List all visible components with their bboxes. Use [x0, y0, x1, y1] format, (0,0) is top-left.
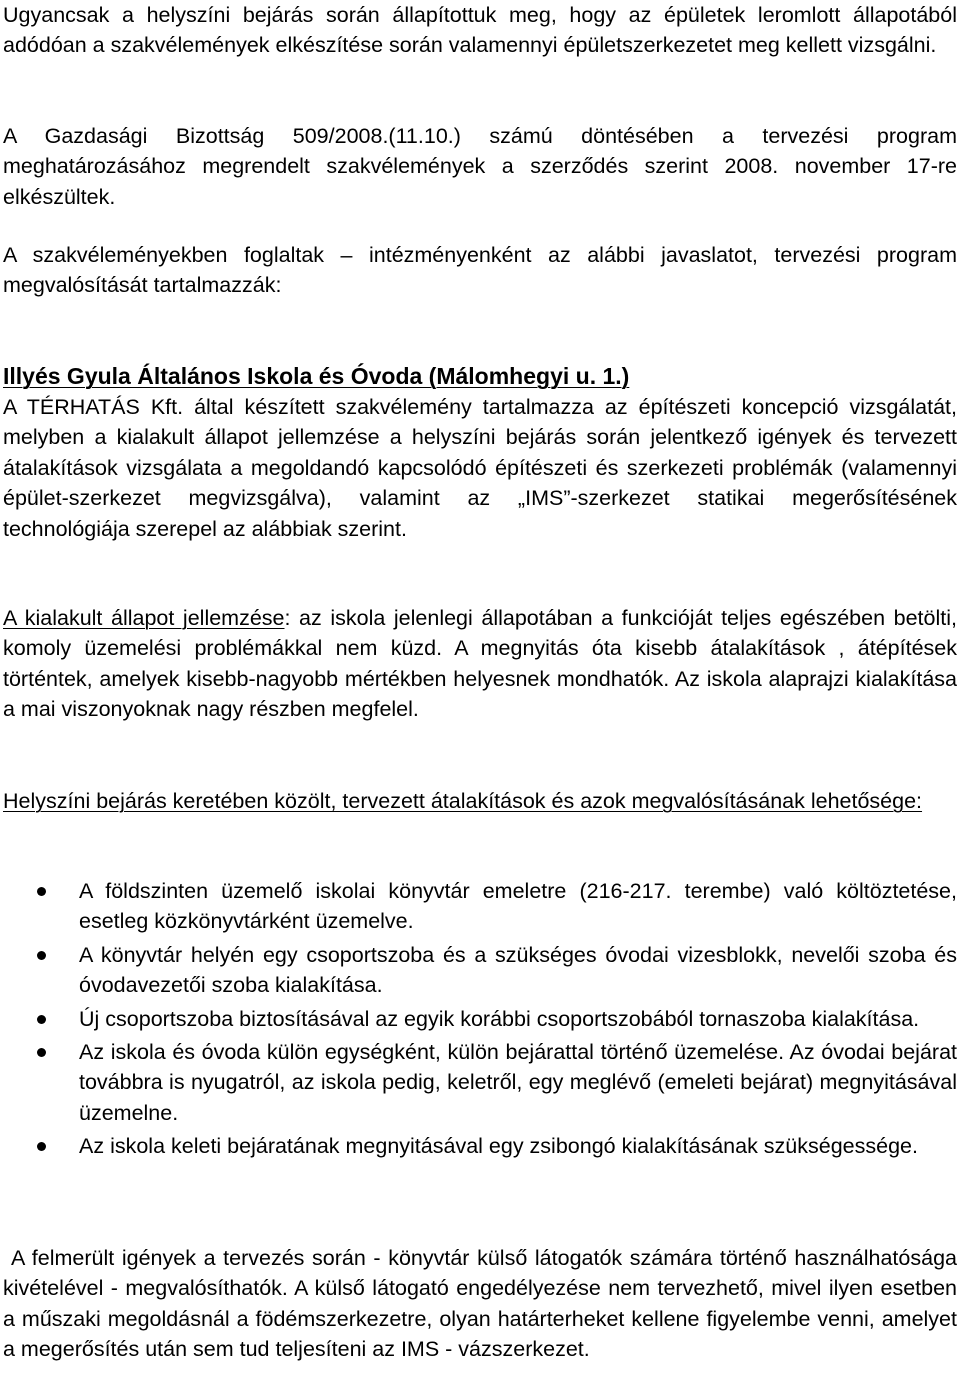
list-item-text: A földszinten üzemelő iskolai könyvtár emeletre (216-217. terembe) való költöztetése, esetleg közkönyvtárként üzemelve.	[79, 879, 957, 934]
paragraph-current-state	[3, 603, 957, 725]
list-item-text: Az iskola és óvoda külön egységként, külön bejárattal történő üzemelése. Az óvodai bejárat továbbra is nyugatról, az iskola pedig, keletről, egy meglévő (emeleti bejárat) megnyitásával üzemelne.	[79, 1040, 957, 1125]
list-item-text: Új csoportszoba biztosításával az egyik korábbi csoportszobából tornaszoba kialakítása.	[79, 1006, 920, 1031]
paragraph-inspection: Ugyancsak a helyszíni bejárás során állapítottuk meg, hogy az épületek leromlott állapotából adódóan a szakvélemények elkészítése során valamennyi épületszerkezetet meg kellett vizsgálni.	[3, 3, 957, 58]
list-item	[3, 940, 957, 1001]
current-state-label: A kialakult állapot jellemzése	[3, 606, 285, 630]
list-item	[3, 1004, 957, 1034]
bullet-icon	[37, 1048, 46, 1057]
paragraph-expert-opinions: A szakvéleményekben foglaltak – intézményenként az alábbi javaslatot, tervezési program megvalósítását tartalmazzák:	[3, 243, 957, 298]
list-item-text: A könyvtár helyén egy csoportszoba és a szükséges óvodai vizesblokk, nevelői szoba és óvodavezetői szoba kialakítása.	[79, 942, 957, 998]
paragraph-conclusion: A felmerült igények a tervezés során - könyvtár külső látogatók számára történő használhatósága kivételével - megvalósíthatók. A külső látogató engedélyezése nem tervezhető, mivel ilyen esetben a műszaki megoldásnál a födémszerkezetre, olyan határterheket kellene figyelembe venni, amelyet a megerősítés után sem tud teljesíteni az IMS - vázszerkezet.	[3, 1246, 957, 1362]
list-item	[3, 1131, 957, 1161]
list-item	[3, 876, 957, 937]
planned-changes-list	[3, 876, 957, 1165]
planned-changes-heading: Helyszíni bejárás keretében közölt, tervezett átalakítások és azok megvalósításának lehetősége:	[3, 789, 923, 813]
school-heading: Illyés Gyula Általános Iskola és Óvoda (Málomhegyi u. 1.)	[3, 363, 630, 389]
list-item	[3, 1037, 957, 1128]
bullet-icon	[37, 1142, 46, 1151]
list-item-text: Az iskola keleti bejáratának megnyitásával egy zsibongó kialakításának szükségessége.	[79, 1134, 918, 1159]
paragraph-terhatas-opinion: A TÉRHATÁS Kft. által készített szakvélemény tartalmazza az építészeti koncepció vizsgálatát, melyben a kialakult állapot jellemzése a helyszíni bejárás során jelentkező igények és tervezett átalakítások vizsgálata a megoldandó kapcsolódó építészeti és szerkezeti problémák (valamennyi épület-szerkezet megvizsgálva), valamint az „IMS”-szerkezet statikai megerősítésének technológiája szerepel az alábbiak szerint.	[3, 395, 957, 541]
bullet-icon	[37, 951, 46, 960]
bullet-icon	[37, 1015, 46, 1024]
paragraph-committee-decision: A Gazdasági Bizottság 509/2008.(11.10.) számú döntésében a tervezési program meghatározásához megrendelt szakvélemények a szerződés szerint 2008. november 17-re elkészültek.	[3, 124, 957, 209]
bullet-icon	[37, 887, 46, 896]
current-state-text: : az iskola jelenlegi állapotában a funkcióját teljes egészében betölti, komoly üzemelési problémákkal nem küzd. A megnyitás óta kisebb átalakítások , átépítések történtek, amelyek kisebb-nagyobb mértékben helyesnek mondhatók. Az iskola alaprajzi kialakítása a mai viszonyoknak nagy részben megfelel.	[3, 606, 957, 722]
